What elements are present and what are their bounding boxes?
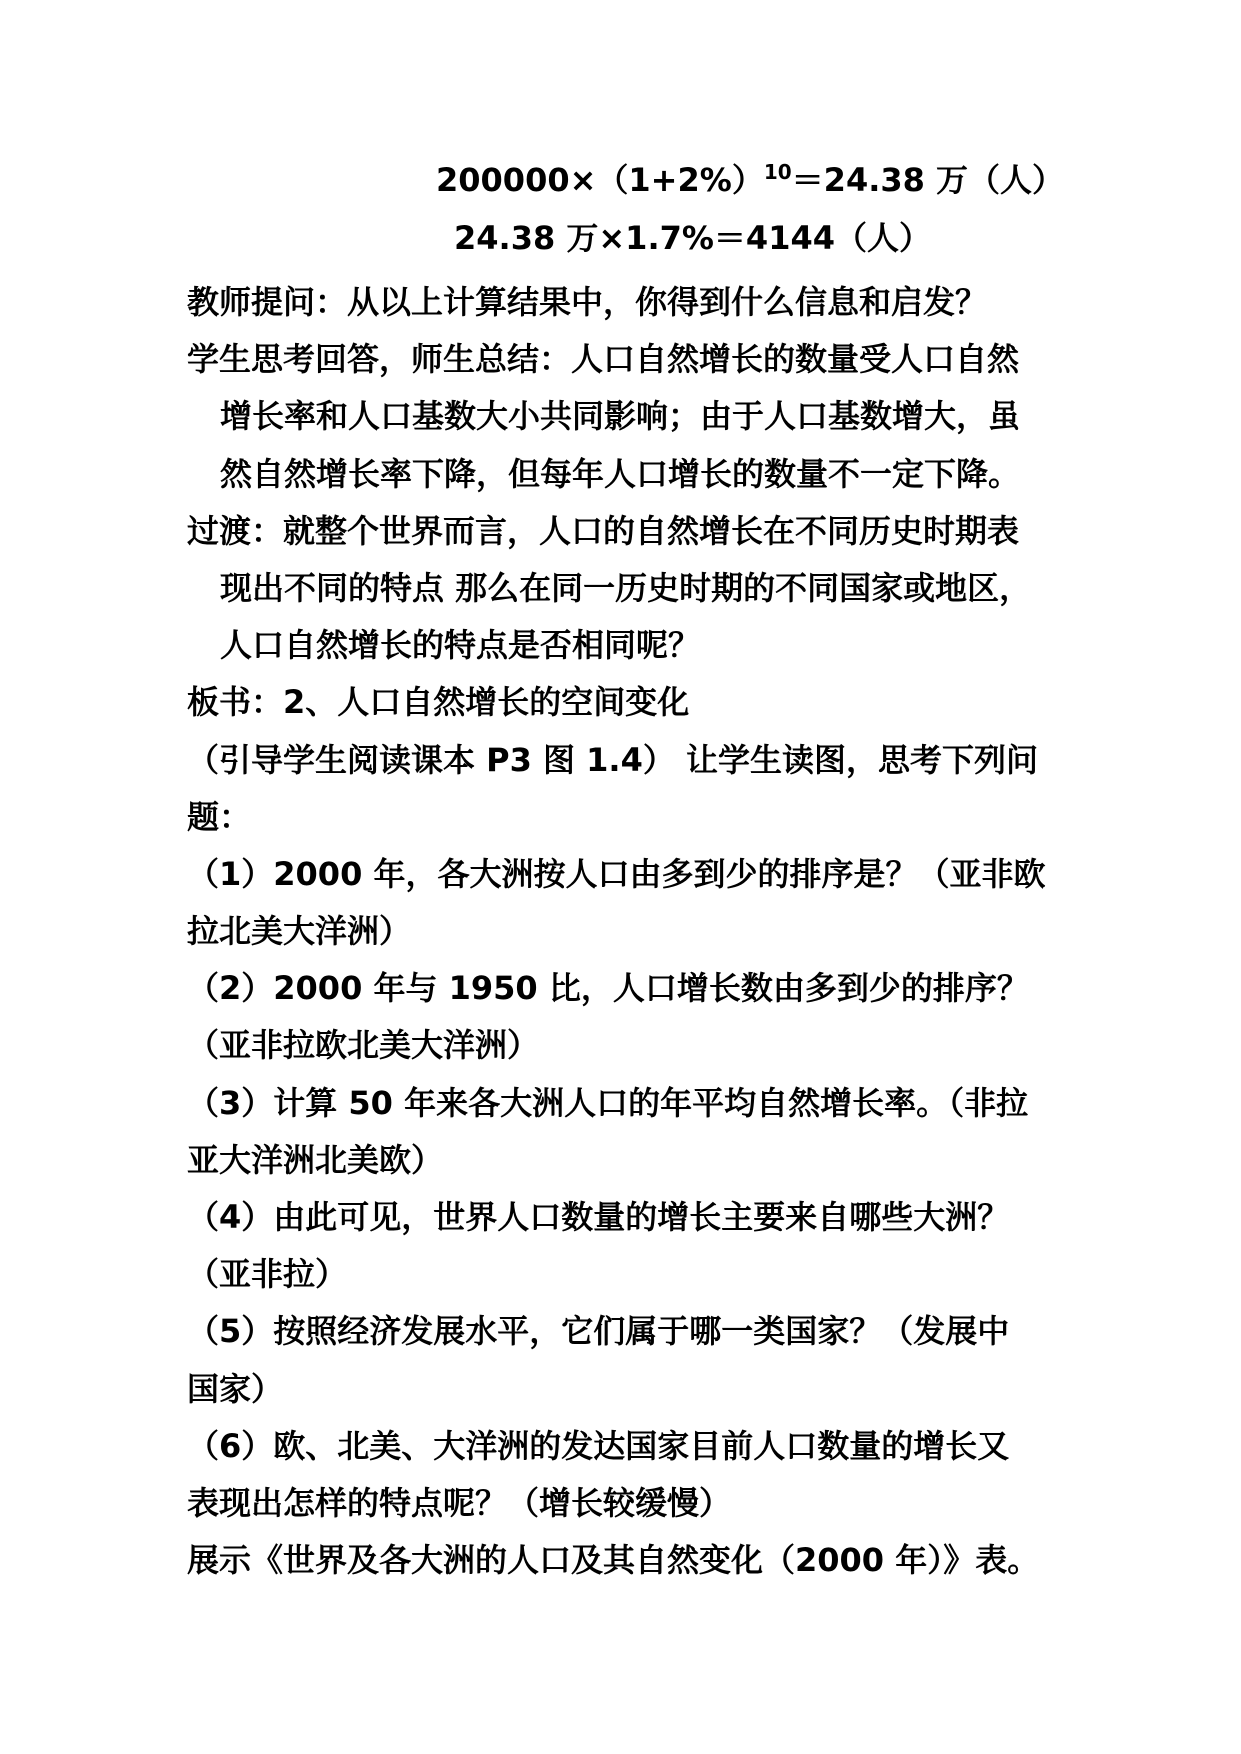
question-line: 亚大洋洲北美欧）	[187, 1140, 444, 1179]
formula-population-growth	[436, 160, 1064, 200]
question-line: （5）按照经济发展水平，它们属于哪一类国家？（发展中	[187, 1312, 1010, 1351]
paragraph-line: 展示《世界及各大洲的人口及其自然变化（2000 年）》表。	[187, 1541, 1040, 1580]
question-line: （4）由此可见，世界人口数量的增长主要来自哪些大洲？	[187, 1198, 1010, 1236]
paragraph-line: 增长率和人口基数大小共同影响；由于人口基数增大，虽	[220, 397, 1021, 436]
formula-1-base: 200000×（1+2%）	[436, 161, 764, 199]
question-line: （亚非拉欧北美大洋洲）	[187, 1026, 540, 1065]
paragraph-line: 过渡：就整个世界而言，人口的自然增长在不同历史时期表	[187, 511, 1020, 550]
question-line: （亚非拉）	[187, 1255, 348, 1294]
paragraph-line: 人口自然增长的特点是否相同呢？	[220, 626, 701, 665]
paragraph-line: 教师提问：从以上计算结果中，你得到什么信息和启发？	[187, 283, 988, 321]
formula-1-exponent: 10	[763, 160, 792, 184]
question-line: 拉北美大洋洲）	[187, 912, 412, 951]
question-line: （2）2000 年与 1950 比，人口增长数由多到少的排序？	[187, 969, 1029, 1008]
question-line: （3）计算 50 年来各大洲人口的年平均自然增长率。（非拉	[187, 1083, 1029, 1122]
question-line: （1）2000 年，各大洲按人口由多到少的排序是？（亚非欧	[187, 854, 1046, 893]
question-line: （6）欧、北美、大洋洲的发达国家目前人口数量的增长又	[187, 1426, 1010, 1465]
document-body	[187, 274, 1067, 1589]
paragraph-line: 现出不同的特点 那么在同一历史时期的不同国家或地区，	[220, 568, 1032, 607]
formula-1-result: ＝24.38 万（人）	[791, 161, 1065, 199]
question-line: 表现出怎样的特点呢？（增长较缓慢）	[187, 1483, 732, 1522]
formula-natural-increase: 24.38 万×1.7%＝4144（人）	[454, 219, 931, 257]
paragraph-line: （引导学生阅读课本 P3 图 1.4） 让学生读图，思考下列问	[187, 740, 1038, 779]
paragraph-line: 题：	[187, 797, 252, 836]
paragraph-line: 学生思考回答，师生总结：人口自然增长的数量受人口自然	[187, 340, 1020, 379]
paragraph-line: 然自然增长率下降，但每年人口增长的数量不一定下降。	[220, 454, 1021, 493]
section-heading: 板书：2、人口自然增长的空间变化	[187, 683, 690, 722]
question-line: 国家）	[187, 1369, 284, 1408]
